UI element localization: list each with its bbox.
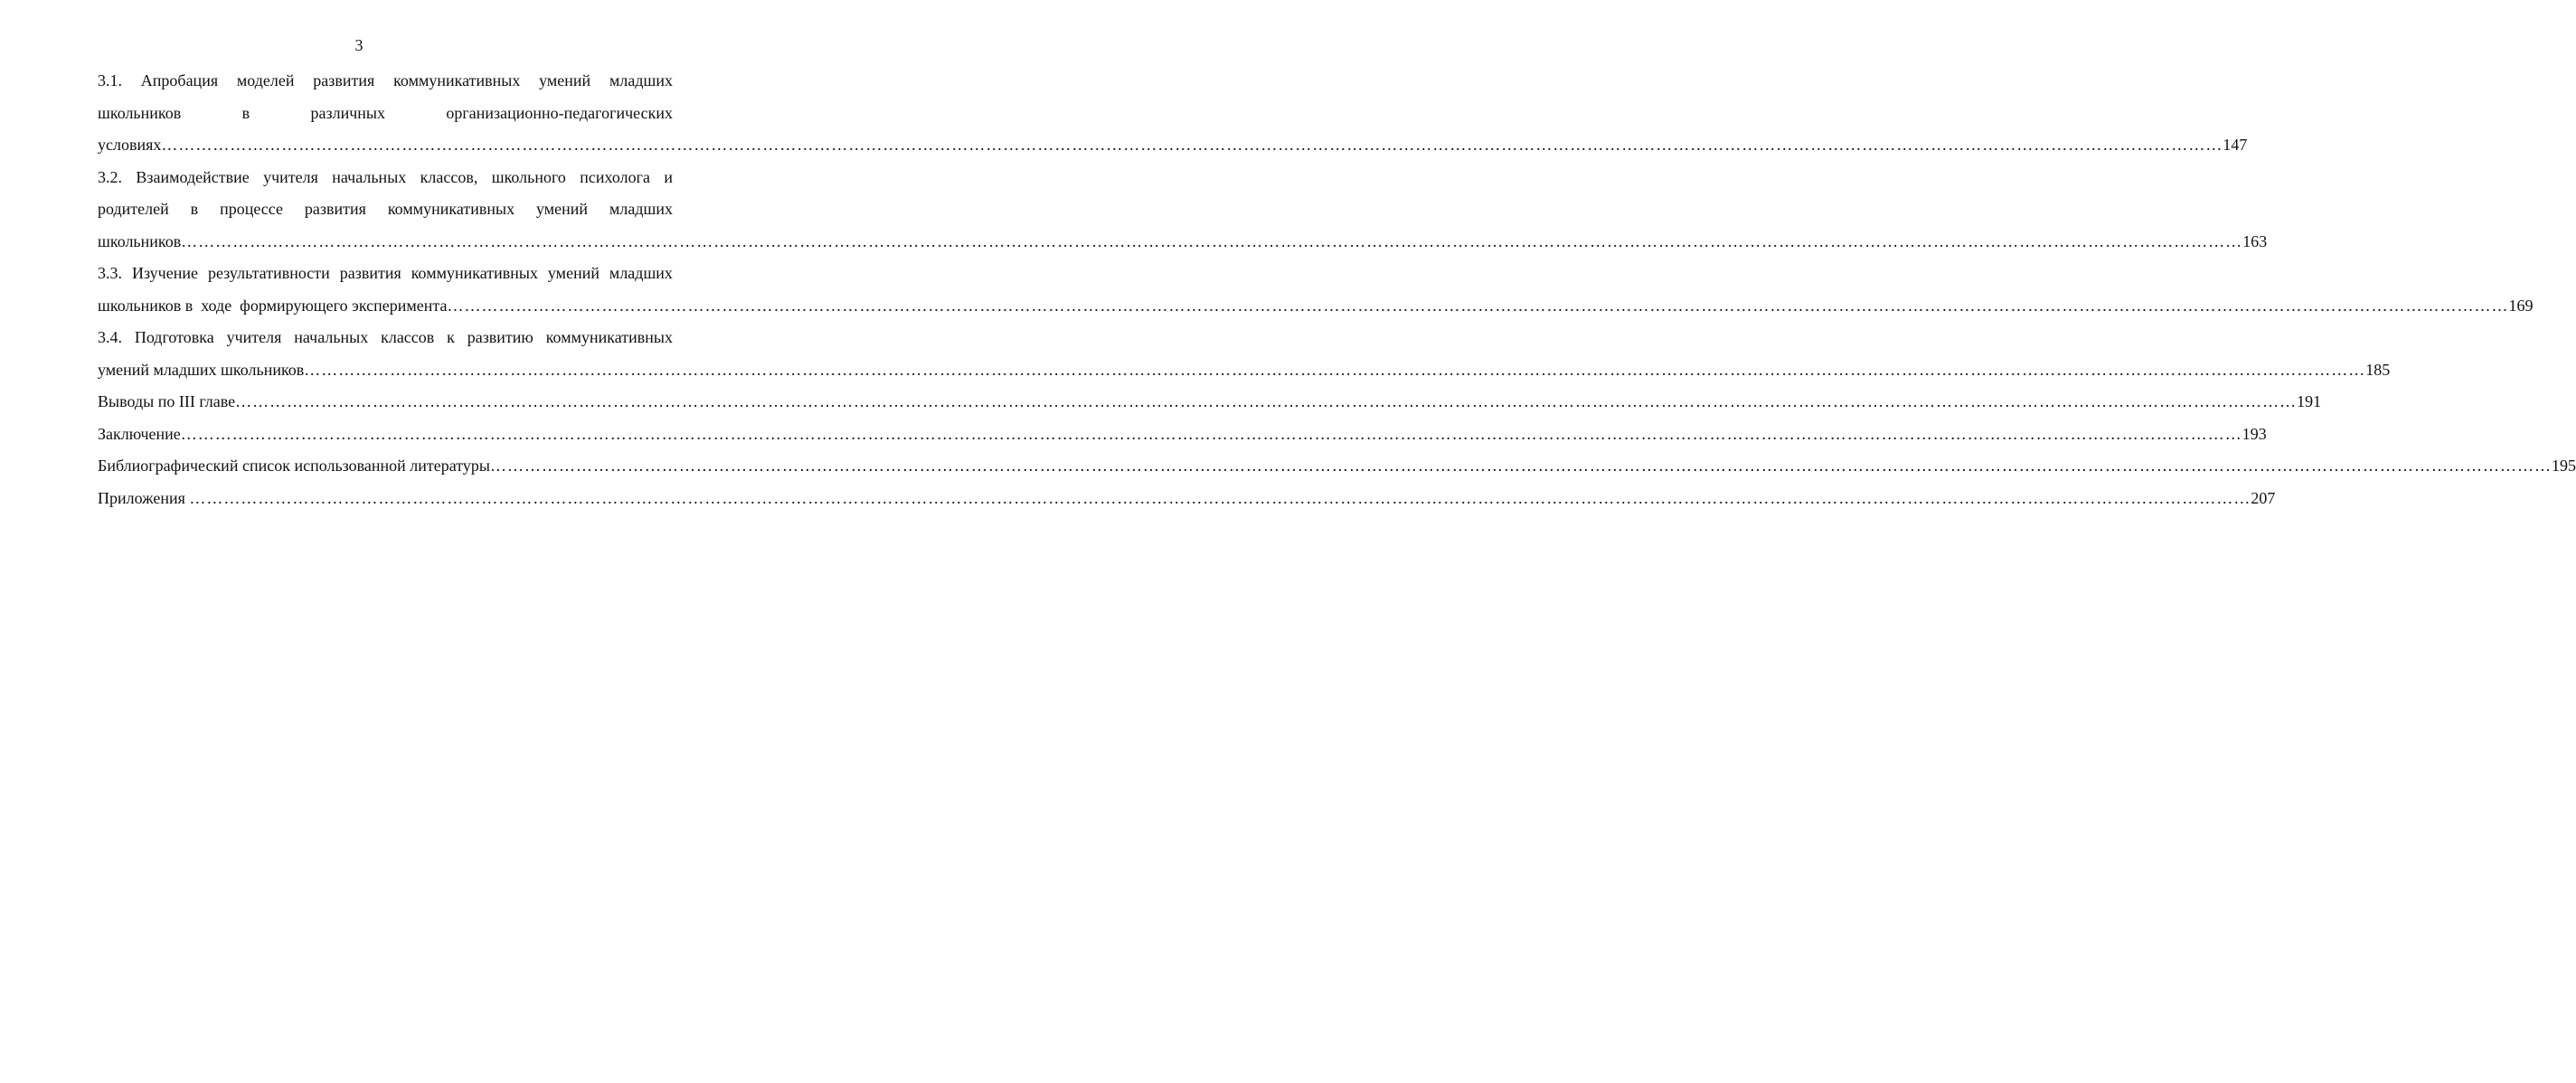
toc-word: умений [539,71,591,89]
toc-word: 3.2. [98,167,122,186]
toc-entry[interactable] [98,258,2534,322]
toc-word: Апробация [140,71,219,89]
toc-page-number: 207 [2250,488,2276,507]
toc-entry[interactable] [98,483,2276,515]
toc-entry-title: условиях [98,136,162,154]
toc-entry-line [98,258,673,290]
toc-word: умений [547,264,599,282]
toc-entry-line [98,193,673,226]
toc-word: коммуникативных [545,328,673,346]
toc-word: умений [536,200,589,218]
toc-dot-leader: ……………………………………………………………………………………………………………………………………………………………………………………………………………………………………………………………………………………………………………………………… [181,231,2243,250]
toc-word: школьного [491,167,566,186]
toc-entry-line [98,354,2391,387]
toc-dot-leader: ……………………………………………………………………………………………………………………………………………………………………………………………………………………………………………………………………………………………………………………………… [189,488,2251,507]
toc-entry-title: Приложения [98,488,190,507]
toc-word: начальных [332,167,407,186]
toc-word: 3.3. [98,264,122,282]
toc-word: коммуникативных [387,200,515,218]
toc-word: развития [313,71,375,89]
toc-entry-line [98,129,2248,162]
toc-entry-title: умений младших школьников [98,360,305,379]
toc-entry-line [98,322,673,354]
toc-word: учителя [263,167,318,186]
toc-word: организационно-педагогических [446,103,673,122]
toc-word: развитию [467,328,533,346]
toc-entry-line [98,98,673,130]
toc-dot-leader: ……………………………………………………………………………………………………………………………………………………………………………………………………………………………………………………………………………………………………………………………… [180,424,2242,443]
toc-word: младших [609,200,673,218]
toc-entry-line [98,162,673,194]
toc-entry-title: Заключение [98,424,181,443]
toc-entry-line [98,226,2268,259]
toc-entry-line [98,65,673,98]
toc-page-number: 147 [2222,136,2248,154]
toc-dot-leader: ……………………………………………………………………………………………………………………………………………………………………………………………………………………………………………………………………………………………………………………………… [161,136,2223,154]
toc-word: Взаимодействие [136,167,250,186]
toc-word: и [664,167,673,186]
toc-entry[interactable] [98,162,2268,259]
toc-entry-line [98,419,2267,451]
toc-word: школьников [98,103,182,122]
toc-dot-leader: ……………………………………………………………………………………………………………………………………………………………………………………………………………………………………………………………………………………………………………………………… [490,457,2552,475]
toc-page-number: 169 [2508,296,2534,315]
toc-entry[interactable] [98,450,2576,483]
toc-word: процессе [220,200,283,218]
toc-word: младших [609,264,673,282]
toc-entry-title: Выводы по III главе [98,392,236,410]
toc-word: развития [304,200,366,218]
toc-entry-title: школьников [98,231,182,250]
toc-entry-line [98,386,2322,419]
toc-entry-title: школьников в ходе формирующего эксперимента [98,296,448,315]
toc-dot-leader: ……………………………………………………………………………………………………………………………………………………………………………………………………………………………………………………………………………………………………………………………… [235,392,2298,410]
toc-entry-title: Библиографический список использованной литературы [98,457,491,475]
toc-entry[interactable] [98,419,2267,451]
toc-word: коммуникативных [393,71,521,89]
toc-entry[interactable] [98,65,2248,162]
toc-entry[interactable] [98,322,2391,386]
toc-page-number: 163 [2242,231,2268,250]
toc-entry-line [98,450,2576,483]
toc-word: психолога [580,167,650,186]
toc-word: в [190,200,199,218]
toc-entry[interactable] [98,386,2322,419]
toc-word: в [241,103,250,122]
toc-word: результативности [207,264,330,282]
toc-word: различных [310,103,385,122]
toc-word: классов [381,328,435,346]
toc-page-number: 193 [2241,424,2267,443]
toc-word: классов, [420,167,478,186]
table-of-contents [98,65,2576,514]
toc-dot-leader: ……………………………………………………………………………………………………………………………………………………………………………………………………………………………………………………………………………………………………………………………… [447,296,2509,315]
toc-word: Изучение [131,264,198,282]
toc-dot-leader: ……………………………………………………………………………………………………………………………………………………………………………………………………………………………………………………………………………………………………………………………… [304,360,2366,379]
page-number: 3 [354,36,363,54]
toc-word: учителя [226,328,282,346]
toc-entry-line [98,483,2276,515]
toc-page-number: 195 [2552,457,2576,475]
toc-word: младших [609,71,673,89]
toc-word: 3.1. [98,71,122,89]
toc-word: к [447,328,455,346]
toc-word: моделей [236,71,295,89]
toc-word: начальных [294,328,369,346]
toc-word: 3.4. [98,328,122,346]
toc-page-number: 185 [2365,360,2391,379]
toc-word: развития [339,264,401,282]
toc-entry-line [98,290,2534,323]
toc-word: коммуникативных [410,264,538,282]
toc-word: родителей [98,200,169,218]
toc-word: Подготовка [134,328,214,346]
toc-page-number: 191 [2297,392,2322,410]
